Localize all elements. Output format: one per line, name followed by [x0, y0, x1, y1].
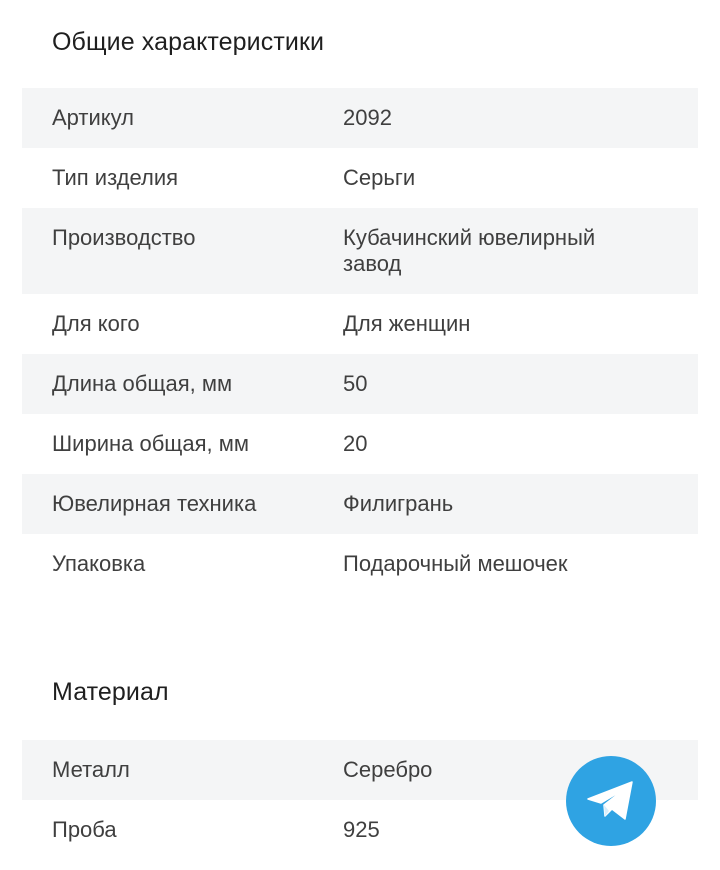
spec-label: Тип изделия [52, 165, 179, 190]
spec-row-packaging [22, 534, 698, 594]
spec-row-length [22, 354, 698, 414]
spec-value: Филигрань [343, 491, 454, 516]
spec-label: Артикул [52, 105, 135, 130]
spec-row-target [22, 294, 698, 354]
spec-value: 2092 [343, 105, 392, 130]
spec-value: Кубачинский ювелирный завод [343, 225, 596, 276]
spec-label: Проба [52, 817, 117, 842]
spec-value: 20 [343, 431, 368, 456]
general-spec-table [22, 88, 698, 594]
spec-label: Ювелирная техника [52, 491, 257, 516]
spec-row-width [22, 414, 698, 474]
spec-label: Для кого [52, 311, 140, 336]
spec-row-manufacturer [22, 208, 698, 294]
telegram-button[interactable] [566, 756, 656, 846]
spec-row-type [22, 148, 698, 208]
spec-label: Металл [52, 757, 130, 782]
spec-value: 925 [343, 817, 380, 842]
spec-value: Серьги [343, 165, 416, 190]
spec-label: Упаковка [52, 551, 146, 576]
general-section-title: Общие характеристики [52, 28, 325, 56]
spec-value: Для женщин [343, 311, 471, 336]
spec-value: Подарочный мешочек [343, 551, 568, 576]
spec-label: Производство [52, 225, 196, 250]
spec-value: Серебро [343, 757, 433, 782]
spec-value: 50 [343, 371, 368, 396]
material-section-title: Материал [52, 678, 169, 706]
spec-label: Длина общая, мм [52, 371, 233, 396]
spec-row-article [22, 88, 698, 148]
telegram-icon [586, 780, 636, 822]
spec-label: Ширина общая, мм [52, 431, 250, 456]
spec-row-technique [22, 474, 698, 534]
